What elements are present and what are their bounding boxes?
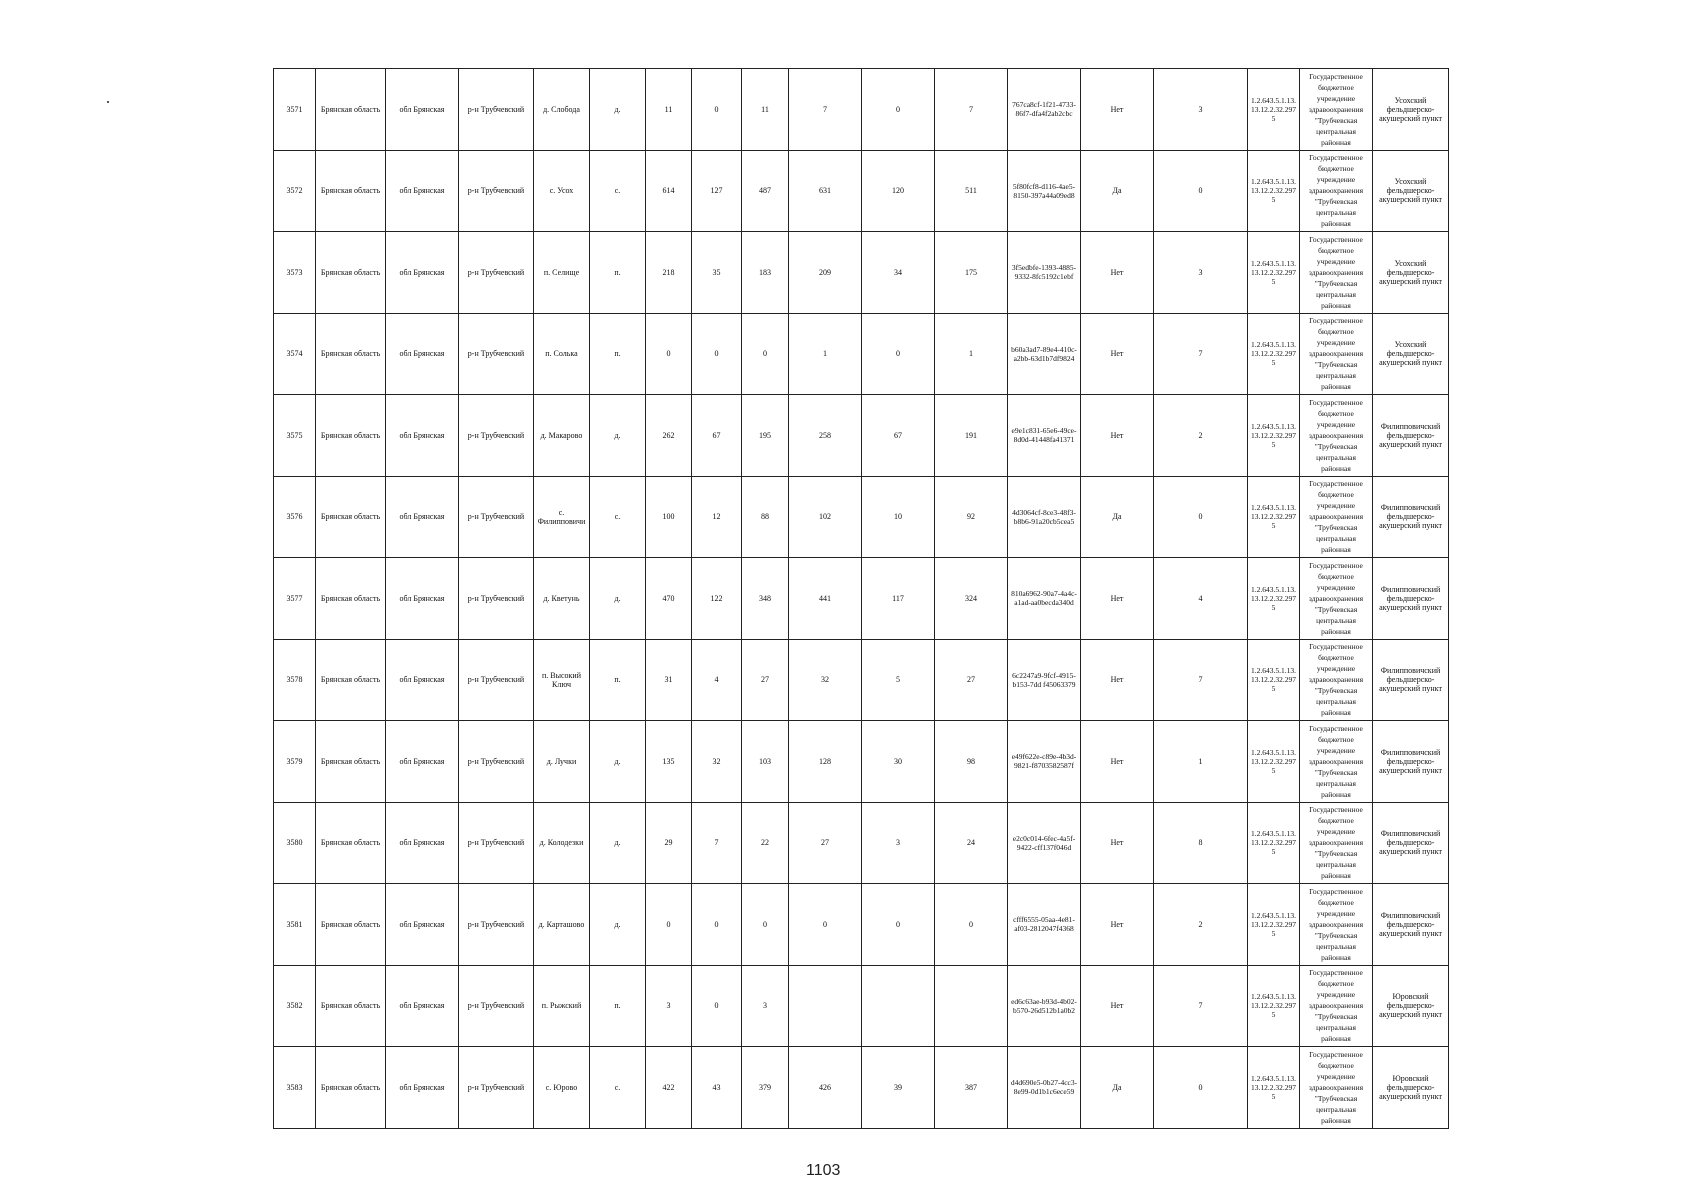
count-cell: 27 <box>742 639 789 721</box>
uuid-cell: 810a6962-90a7-4a4c-a1ad-aa0becda340d <box>1008 558 1081 640</box>
oid-cell: 1.2.643.5.1.13.13.12.2.32.2975 <box>1248 69 1300 151</box>
oid-cell: 1.2.643.5.1.13.13.12.2.32.2975 <box>1248 1047 1300 1129</box>
medical-point-cell: Филипповичский фельдшерско-акушерский пункт <box>1373 802 1449 884</box>
organization-cell: Государственное бюджетное учреждение здравоохранения "Трубчевская центральная районная <box>1300 476 1373 558</box>
flag-cell: Нет <box>1081 802 1154 884</box>
count-cell: 12 <box>692 476 742 558</box>
district-cell: р-н Трубчевский <box>459 884 534 966</box>
medical-point-cell: Усохский фельдшерско-акушерский пункт <box>1373 69 1449 151</box>
count-cell: 324 <box>935 558 1008 640</box>
number-cell: 7 <box>1154 639 1248 721</box>
uuid-cell: ed6c63ae-b93d-4b02-b570-26d512b1a0b2 <box>1008 965 1081 1047</box>
count-cell: 387 <box>935 1047 1008 1129</box>
district-cell: р-н Трубчевский <box>459 1047 534 1129</box>
uuid-cell: 767ca8cf-1f21-4733-86f7-dfa4f2ab2cbc <box>1008 69 1081 151</box>
count-cell: 183 <box>742 232 789 314</box>
medical-point-cell: Филипповичский фельдшерско-акушерский пункт <box>1373 395 1449 477</box>
settlement-cell: п. Селище <box>534 232 590 314</box>
count-cell: 0 <box>742 884 789 966</box>
settlement-type-cell: с. <box>590 150 646 232</box>
count-cell: 0 <box>646 313 692 395</box>
count-cell: 511 <box>935 150 1008 232</box>
oid-cell: 1.2.643.5.1.13.13.12.2.32.2975 <box>1248 476 1300 558</box>
oblast-cell: обл Брянская <box>386 721 459 803</box>
count-cell: 3 <box>646 965 692 1047</box>
organization-cell: Государственное бюджетное учреждение здравоохранения "Трубчевская центральная районная <box>1300 965 1373 1047</box>
count-cell: 127 <box>692 150 742 232</box>
organization-cell: Государственное бюджетное учреждение здравоохранения "Трубчевская центральная районная <box>1300 802 1373 884</box>
count-cell: 100 <box>646 476 692 558</box>
count-cell: 22 <box>742 802 789 884</box>
table-row <box>274 395 1449 477</box>
table-row <box>274 558 1449 640</box>
flag-cell: Нет <box>1081 965 1154 1047</box>
count-cell: 0 <box>646 884 692 966</box>
table-row <box>274 802 1449 884</box>
count-cell: 258 <box>789 395 862 477</box>
count-cell: 0 <box>692 69 742 151</box>
row-number: 3577 <box>274 558 316 640</box>
count-cell: 7 <box>692 802 742 884</box>
uuid-cell: e49f622e-c89e-4b3d-9821-f8703582587f <box>1008 721 1081 803</box>
count-cell: 218 <box>646 232 692 314</box>
row-number: 3573 <box>274 232 316 314</box>
count-cell: 209 <box>789 232 862 314</box>
district-cell: р-н Трубчевский <box>459 721 534 803</box>
count-cell: 27 <box>935 639 1008 721</box>
region-cell: Брянская область <box>316 313 386 395</box>
region-cell: Брянская область <box>316 639 386 721</box>
table-row <box>274 476 1449 558</box>
settlements-table <box>273 68 1449 1129</box>
uuid-cell: 6c2247a9-9fcf-4915-b153-7dd f45063379 <box>1008 639 1081 721</box>
count-cell: 487 <box>742 150 789 232</box>
flag-cell: Нет <box>1081 639 1154 721</box>
count-cell: 0 <box>862 313 935 395</box>
number-cell: 7 <box>1154 313 1248 395</box>
scan-speck <box>107 101 109 103</box>
uuid-cell: 5f80fcf8-d116-4ae5-8150-397a44a09ed8 <box>1008 150 1081 232</box>
count-cell: 1 <box>935 313 1008 395</box>
region-cell: Брянская область <box>316 558 386 640</box>
district-cell: р-н Трубчевский <box>459 639 534 721</box>
count-cell: 32 <box>789 639 862 721</box>
count-cell: 102 <box>789 476 862 558</box>
count-cell: 175 <box>935 232 1008 314</box>
count-cell: 0 <box>789 884 862 966</box>
settlement-cell: с. Юрово <box>534 1047 590 1129</box>
district-cell: р-н Трубчевский <box>459 802 534 884</box>
district-cell: р-н Трубчевский <box>459 558 534 640</box>
count-cell <box>862 965 935 1047</box>
count-cell: 262 <box>646 395 692 477</box>
district-cell: р-н Трубчевский <box>459 313 534 395</box>
flag-cell: Нет <box>1081 884 1154 966</box>
count-cell: 0 <box>862 884 935 966</box>
count-cell: 0 <box>862 69 935 151</box>
oblast-cell: обл Брянская <box>386 150 459 232</box>
uuid-cell: e2c0c014-6fec-4a5f-9422-cff137f046d <box>1008 802 1081 884</box>
oblast-cell: обл Брянская <box>386 476 459 558</box>
table-row <box>274 639 1449 721</box>
settlement-type-cell: д. <box>590 395 646 477</box>
count-cell: 128 <box>789 721 862 803</box>
district-cell: р-н Трубчевский <box>459 69 534 151</box>
table-row <box>274 313 1449 395</box>
count-cell <box>789 965 862 1047</box>
oid-cell: 1.2.643.5.1.13.13.12.2.32.2975 <box>1248 395 1300 477</box>
oblast-cell: обл Брянская <box>386 965 459 1047</box>
row-number: 3582 <box>274 965 316 1047</box>
row-number: 3576 <box>274 476 316 558</box>
oblast-cell: обл Брянская <box>386 313 459 395</box>
flag-cell: Да <box>1081 476 1154 558</box>
settlement-type-cell: п. <box>590 965 646 1047</box>
count-cell: 27 <box>789 802 862 884</box>
district-cell: р-н Трубчевский <box>459 476 534 558</box>
settlement-type-cell: д. <box>590 802 646 884</box>
settlement-cell: д. Слобода <box>534 69 590 151</box>
settlement-cell: п. Солька <box>534 313 590 395</box>
count-cell: 0 <box>692 965 742 1047</box>
count-cell: 191 <box>935 395 1008 477</box>
uuid-cell: d4d690e5-0b27-4cc3-8e99-0d1b1c6ece59 <box>1008 1047 1081 1129</box>
settlement-type-cell: д. <box>590 721 646 803</box>
count-cell: 426 <box>789 1047 862 1129</box>
count-cell: 120 <box>862 150 935 232</box>
page-number: 1103 <box>806 1162 841 1179</box>
region-cell: Брянская область <box>316 965 386 1047</box>
oblast-cell: обл Брянская <box>386 395 459 477</box>
uuid-cell: cfff6555-05aa-4e81-af03-2812047f4368 <box>1008 884 1081 966</box>
settlement-type-cell: п. <box>590 232 646 314</box>
oid-cell: 1.2.643.5.1.13.13.12.2.32.2975 <box>1248 721 1300 803</box>
region-cell: Брянская область <box>316 476 386 558</box>
count-cell: 441 <box>789 558 862 640</box>
settlement-type-cell: д. <box>590 884 646 966</box>
medical-point-cell: Усохский фельдшерско-акушерский пункт <box>1373 232 1449 314</box>
oid-cell: 1.2.643.5.1.13.13.12.2.32.2975 <box>1248 884 1300 966</box>
count-cell: 631 <box>789 150 862 232</box>
number-cell: 3 <box>1154 232 1248 314</box>
region-cell: Брянская область <box>316 884 386 966</box>
count-cell: 3 <box>862 802 935 884</box>
region-cell: Брянская область <box>316 721 386 803</box>
count-cell: 0 <box>692 884 742 966</box>
organization-cell: Государственное бюджетное учреждение здравоохранения "Трубчевская центральная районная <box>1300 395 1373 477</box>
settlement-cell: д. Колодезки <box>534 802 590 884</box>
region-cell: Брянская область <box>316 69 386 151</box>
oblast-cell: обл Брянская <box>386 884 459 966</box>
count-cell: 614 <box>646 150 692 232</box>
table-body <box>274 69 1449 1129</box>
count-cell: 24 <box>935 802 1008 884</box>
medical-point-cell: Усохский фельдшерско-акушерский пункт <box>1373 150 1449 232</box>
count-cell: 0 <box>742 313 789 395</box>
number-cell: 2 <box>1154 395 1248 477</box>
medical-point-cell: Филипповичский фельдшерско-акушерский пункт <box>1373 476 1449 558</box>
medical-point-cell: Филипповичский фельдшерско-акушерский пункт <box>1373 639 1449 721</box>
table-row <box>274 69 1449 151</box>
oblast-cell: обл Брянская <box>386 1047 459 1129</box>
count-cell: 11 <box>742 69 789 151</box>
organization-cell: Государственное бюджетное учреждение здравоохранения "Трубчевская центральная районная <box>1300 639 1373 721</box>
count-cell: 30 <box>862 721 935 803</box>
row-number: 3575 <box>274 395 316 477</box>
oid-cell: 1.2.643.5.1.13.13.12.2.32.2975 <box>1248 639 1300 721</box>
organization-cell: Государственное бюджетное учреждение здравоохранения "Трубчевская центральная районная <box>1300 1047 1373 1129</box>
settlement-cell: д. Кветунь <box>534 558 590 640</box>
row-number: 3572 <box>274 150 316 232</box>
medical-point-cell: Филипповичский фельдшерско-акушерский пункт <box>1373 884 1449 966</box>
settlement-cell: с. Усох <box>534 150 590 232</box>
count-cell: 34 <box>862 232 935 314</box>
organization-cell: Государственное бюджетное учреждение здравоохранения "Трубчевская центральная районная <box>1300 232 1373 314</box>
uuid-cell: 4d3064cf-8ce3-48f3-b8b6-91a20cb5cea5 <box>1008 476 1081 558</box>
flag-cell: Нет <box>1081 558 1154 640</box>
region-cell: Брянская область <box>316 232 386 314</box>
district-cell: р-н Трубчевский <box>459 150 534 232</box>
count-cell: 117 <box>862 558 935 640</box>
settlement-type-cell: с. <box>590 476 646 558</box>
table-row <box>274 150 1449 232</box>
oid-cell: 1.2.643.5.1.13.13.12.2.32.2975 <box>1248 965 1300 1047</box>
count-cell: 135 <box>646 721 692 803</box>
medical-point-cell: Филипповичский фельдшерско-акушерский пункт <box>1373 558 1449 640</box>
count-cell: 122 <box>692 558 742 640</box>
count-cell: 0 <box>935 884 1008 966</box>
count-cell: 348 <box>742 558 789 640</box>
count-cell: 31 <box>646 639 692 721</box>
count-cell: 3 <box>742 965 789 1047</box>
region-cell: Брянская область <box>316 395 386 477</box>
flag-cell: Нет <box>1081 313 1154 395</box>
flag-cell: Нет <box>1081 395 1154 477</box>
oid-cell: 1.2.643.5.1.13.13.12.2.32.2975 <box>1248 313 1300 395</box>
oblast-cell: обл Брянская <box>386 802 459 884</box>
number-cell: 1 <box>1154 721 1248 803</box>
district-cell: р-н Трубчевский <box>459 232 534 314</box>
uuid-cell: 3f5edbfe-1393-4885-9332-8fc5192c1ebf <box>1008 232 1081 314</box>
count-cell <box>935 965 1008 1047</box>
count-cell: 43 <box>692 1047 742 1129</box>
count-cell: 35 <box>692 232 742 314</box>
number-cell: 7 <box>1154 965 1248 1047</box>
number-cell: 0 <box>1154 150 1248 232</box>
oblast-cell: обл Брянская <box>386 232 459 314</box>
organization-cell: Государственное бюджетное учреждение здравоохранения "Трубчевская центральная районная <box>1300 884 1373 966</box>
organization-cell: Государственное бюджетное учреждение здравоохранения "Трубчевская центральная районная <box>1300 558 1373 640</box>
oid-cell: 1.2.643.5.1.13.13.12.2.32.2975 <box>1248 232 1300 314</box>
count-cell: 67 <box>692 395 742 477</box>
count-cell: 29 <box>646 802 692 884</box>
count-cell: 11 <box>646 69 692 151</box>
district-cell: р-н Трубчевский <box>459 395 534 477</box>
count-cell: 470 <box>646 558 692 640</box>
oblast-cell: обл Брянская <box>386 639 459 721</box>
count-cell: 7 <box>789 69 862 151</box>
organization-cell: Государственное бюджетное учреждение здравоохранения "Трубчевская центральная районная <box>1300 69 1373 151</box>
count-cell: 195 <box>742 395 789 477</box>
row-number: 3578 <box>274 639 316 721</box>
organization-cell: Государственное бюджетное учреждение здравоохранения "Трубчевская центральная районная <box>1300 150 1373 232</box>
count-cell: 103 <box>742 721 789 803</box>
count-cell: 88 <box>742 476 789 558</box>
count-cell: 10 <box>862 476 935 558</box>
flag-cell: Нет <box>1081 232 1154 314</box>
number-cell: 3 <box>1154 69 1248 151</box>
flag-cell: Да <box>1081 150 1154 232</box>
count-cell: 0 <box>692 313 742 395</box>
table-row <box>274 1047 1449 1129</box>
settlement-type-cell: п. <box>590 313 646 395</box>
row-number: 3579 <box>274 721 316 803</box>
table-row <box>274 965 1449 1047</box>
organization-cell: Государственное бюджетное учреждение здравоохранения "Трубчевская центральная районная <box>1300 313 1373 395</box>
row-number: 3581 <box>274 884 316 966</box>
settlement-cell: п. Высокий Ключ <box>534 639 590 721</box>
count-cell: 92 <box>935 476 1008 558</box>
medical-point-cell: Усохский фельдшерско-акушерский пункт <box>1373 313 1449 395</box>
medical-point-cell: Юровский фельдшерско-акушерский пункт <box>1373 965 1449 1047</box>
number-cell: 8 <box>1154 802 1248 884</box>
row-number: 3574 <box>274 313 316 395</box>
row-number: 3580 <box>274 802 316 884</box>
oid-cell: 1.2.643.5.1.13.13.12.2.32.2975 <box>1248 802 1300 884</box>
flag-cell: Нет <box>1081 721 1154 803</box>
flag-cell: Нет <box>1081 69 1154 151</box>
medical-point-cell: Юровский фельдшерско-акушерский пункт <box>1373 1047 1449 1129</box>
table-row <box>274 884 1449 966</box>
settlement-type-cell: д. <box>590 69 646 151</box>
settlement-cell: д. Лучки <box>534 721 590 803</box>
region-cell: Брянская область <box>316 1047 386 1129</box>
flag-cell: Да <box>1081 1047 1154 1129</box>
count-cell: 39 <box>862 1047 935 1129</box>
count-cell: 32 <box>692 721 742 803</box>
settlement-type-cell: д. <box>590 558 646 640</box>
district-cell: р-н Трубчевский <box>459 965 534 1047</box>
uuid-cell: b60a3ad7-89e4-410c-a2bb-63d1b7df9824 <box>1008 313 1081 395</box>
settlement-type-cell: с. <box>590 1047 646 1129</box>
organization-cell: Государственное бюджетное учреждение здравоохранения "Трубчевская центральная районная <box>1300 721 1373 803</box>
oid-cell: 1.2.643.5.1.13.13.12.2.32.2975 <box>1248 150 1300 232</box>
table-row <box>274 232 1449 314</box>
oid-cell: 1.2.643.5.1.13.13.12.2.32.2975 <box>1248 558 1300 640</box>
count-cell: 5 <box>862 639 935 721</box>
settlement-cell: д. Карташово <box>534 884 590 966</box>
oblast-cell: обл Брянская <box>386 69 459 151</box>
number-cell: 4 <box>1154 558 1248 640</box>
number-cell: 0 <box>1154 476 1248 558</box>
settlement-type-cell: п. <box>590 639 646 721</box>
settlement-cell: с. Филипповичи <box>534 476 590 558</box>
number-cell: 2 <box>1154 884 1248 966</box>
row-number: 3571 <box>274 69 316 151</box>
count-cell: 67 <box>862 395 935 477</box>
count-cell: 1 <box>789 313 862 395</box>
count-cell: 4 <box>692 639 742 721</box>
medical-point-cell: Филипповичский фельдшерско-акушерский пункт <box>1373 721 1449 803</box>
table-row <box>274 721 1449 803</box>
row-number: 3583 <box>274 1047 316 1129</box>
count-cell: 98 <box>935 721 1008 803</box>
number-cell: 0 <box>1154 1047 1248 1129</box>
settlement-cell: п. Рыжский <box>534 965 590 1047</box>
count-cell: 7 <box>935 69 1008 151</box>
region-cell: Брянская область <box>316 802 386 884</box>
uuid-cell: e9e1c831-65e6-49ce-8d0d-41448fa41371 <box>1008 395 1081 477</box>
count-cell: 379 <box>742 1047 789 1129</box>
region-cell: Брянская область <box>316 150 386 232</box>
count-cell: 422 <box>646 1047 692 1129</box>
oblast-cell: обл Брянская <box>386 558 459 640</box>
settlement-cell: д. Макарово <box>534 395 590 477</box>
